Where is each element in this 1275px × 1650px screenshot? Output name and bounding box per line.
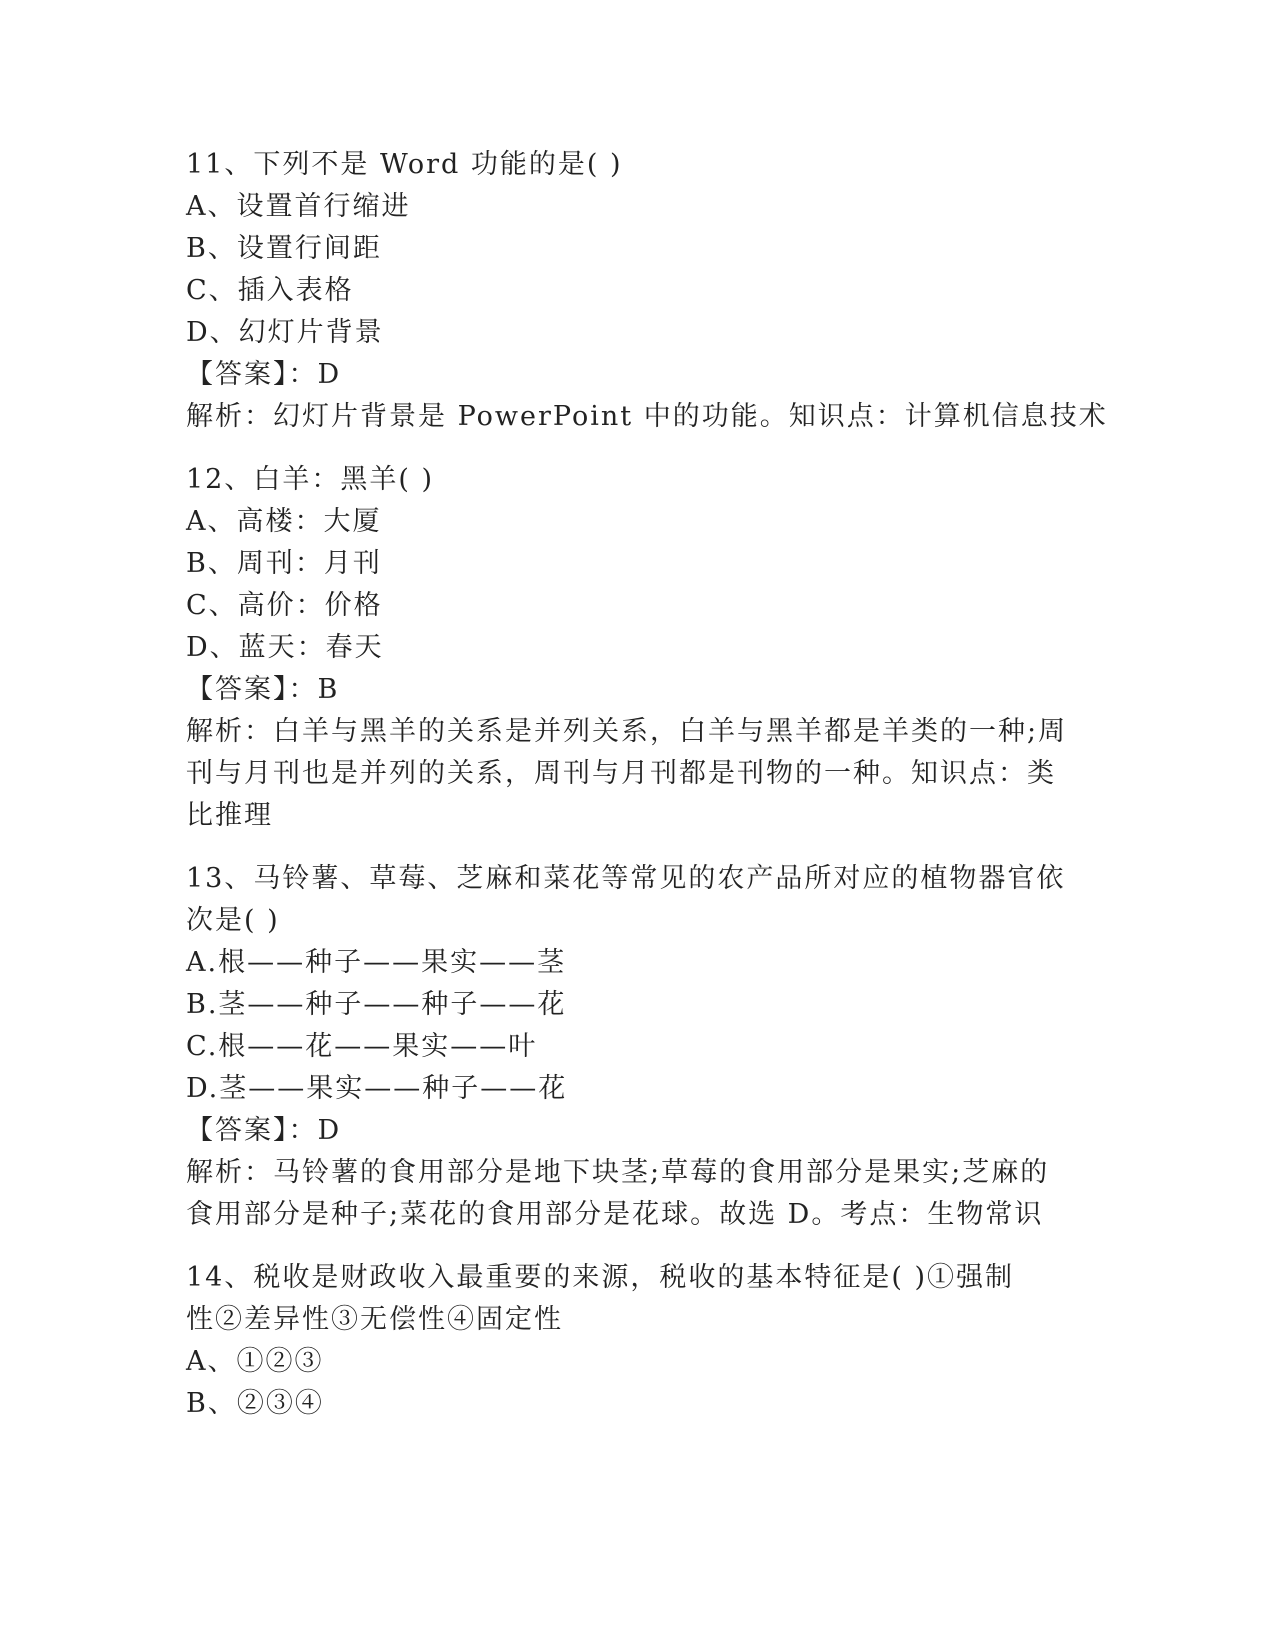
question-11: [186, 144, 1108, 438]
explanation-line: 刊与月刊也是并列的关系，周刊与月刊都是刊物的一种。知识点：类: [186, 758, 1056, 789]
explanation-line: 比推理: [186, 800, 273, 831]
option-b: B.茎——种子——种子——花: [186, 989, 567, 1020]
question-stem: 次是( ): [186, 905, 280, 936]
explanation-line: 解析：马铃薯的食用部分是地下块茎;草莓的食用部分是果实;芝麻的: [186, 1157, 1050, 1188]
option-d: D.茎——果实——种子——花: [186, 1073, 568, 1104]
answer-line: 【答案】：D: [186, 1115, 342, 1146]
question-stem: 14、税收是财政收入最重要的来源，税收的基本特征是( )①强制: [186, 1262, 1015, 1293]
option-d: D、蓝天：春天: [186, 632, 384, 663]
question-stem: 11、下列不是 Word 功能的是( ): [186, 149, 623, 180]
option-d: D、幻灯片背景: [186, 317, 384, 348]
question-12: [186, 459, 1086, 837]
option-a: A.根——种子——果实——茎: [186, 947, 567, 978]
option-c: C、高价：价格: [186, 590, 383, 621]
option-c: C、插入表格: [186, 275, 354, 306]
option-b: B、周刊：月刊: [186, 548, 382, 579]
explanation-line: 解析：白羊与黑羊的关系是并列关系，白羊与黑羊都是羊类的一种;周: [186, 716, 1068, 747]
question-stem: 性②差异性③无偿性④固定性: [186, 1304, 563, 1335]
option-b: B、②③④: [186, 1388, 324, 1419]
question-14: [186, 1257, 1086, 1425]
option-c: C.根——花——果实——叶: [186, 1031, 538, 1062]
question-13: [186, 858, 1086, 1236]
question-stem: 12、白羊：黑羊( ): [186, 464, 435, 495]
explanation-line: 解析：幻灯片背景是 PowerPoint 中的功能。知识点：计算机信息技术: [186, 401, 1108, 432]
option-a: A、高楼：大厦: [186, 506, 382, 537]
question-list: [186, 144, 1108, 1446]
answer-line: 【答案】：B: [186, 674, 340, 705]
option-b: B、设置行间距: [186, 233, 382, 264]
explanation-line: 食用部分是种子;菜花的食用部分是花球。故选 D。考点：生物常识: [186, 1199, 1044, 1230]
answer-line: 【答案】：D: [186, 359, 342, 390]
question-stem: 13、马铃薯、草莓、芝麻和菜花等常见的农产品所对应的植物器官依: [186, 863, 1066, 894]
option-a: A、①②③: [186, 1346, 324, 1377]
option-a: A、设置首行缩进: [186, 191, 411, 222]
